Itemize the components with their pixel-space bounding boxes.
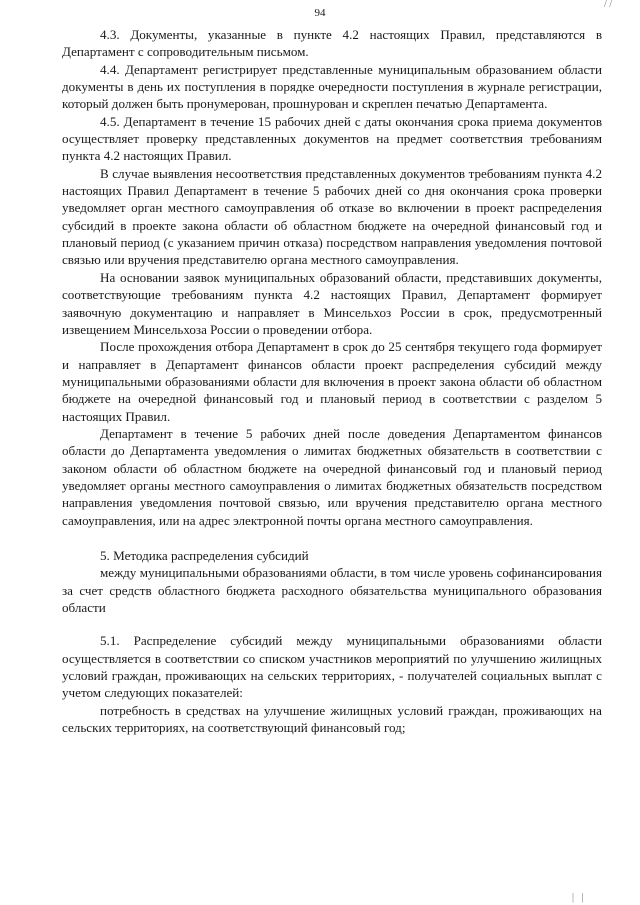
paragraph-budget-limits: Департамент в течение 5 рабочих дней после доведения Департаментом финансов области до Департамента уведомления о лимитах бюджетных обязательств в соответствии с законом области об областном бюджете на очередной финансовый год и плановый период уведомляет органы местного самоуправления о лимитах бюджетных обязательств посредством направления уведомления почтовой связью, или вручения представителю органа местного самоуправления, или на адрес электронной почты органа местного самоуправления.	[62, 425, 602, 528]
section-heading-subtitle: между муниципальными образованиями области, в том числе уровень софинансирования за счет средств областного бюджета расходного обязательства муниципального образования области	[62, 565, 602, 615]
section-heading-title: 5. Методика распределения субсидий	[100, 547, 309, 563]
paragraph-4-3: 4.3. Документы, указанные в пункте 4.2 настоящих Правил, представляются в Департамент с сопроводительным письмом.	[62, 27, 602, 60]
spacer	[62, 529, 602, 547]
paragraph-5-1: 5.1. Распределение субсидий между муниципальными образованиями области осуществляется в соответствии со списком участников мероприятий по улучшению жилищных условий граждан, проживающих на сельских территориях, - получателей социальных выплат с учетом следующих показателей:	[62, 633, 602, 701]
document-body	[62, 26, 602, 736]
spacer	[62, 616, 602, 632]
paragraph-4-5: 4.5. Департамент в течение 15 рабочих дней с даты окончания срока приема документов осуществляет проверку представленных документов на предмет соответствия требованиям пункта 4.2 настоящих Правил.	[62, 113, 602, 164]
scan-edge-mark-bottom: | |	[572, 892, 584, 903]
page-number: 94	[314, 7, 326, 19]
paragraph-4-4: 4.4. Департамент регистрирует представленные муниципальным образованием области документы в день их поступления в порядке очередности поступления в журнале регистрации, который должен быть пронумерован, прошнурован и скреплен печатью Департамента.	[62, 61, 602, 112]
paragraph-need-indicator: потребность в средствах на улучшение жилищных условий граждан, проживающих на сельских территориях, на соответствующий финансовый год;	[62, 702, 602, 736]
paragraph-application-docs: На основании заявок муниципальных образований области, представивших документы, соответствующие требованиям пункта 4.2 настоящих Правил, Департамент формирует заявочную документацию и направляет в Минсельхоз России в срок, предусмотренный извещением Минсельхоза России о проведении отбора.	[62, 269, 602, 337]
paragraph-selection-deadline: После прохождения отбора Департамент в срок до 25 сентября текущего года формирует и направляет в Департамент финансов области проект распределения субсидий между муниципальными образованиями области для включения в проект закона области об областном бюджете на очередной финансовый год и плановый период в соответствии с разделом 5 настоящих Правил.	[62, 339, 602, 424]
paragraph-refusal-notice: В случае выявления несоответствия представленных документов требованиям пункта 4.2 настоящих Правил Департамент в течение 5 рабочих дней со дня окончания срока проверки уведомляет орган местного самоуправления об отказе во включении в проект распределения субсидий в проекте закона области об областном бюджете на очередной финансовый год и плановый период (с указанием причин отказа) посредством направления уведомления почтовой связью или вручения представителю органа местного самоуправления.	[62, 165, 602, 268]
scan-edge-mark-top: / /	[604, 0, 613, 10]
